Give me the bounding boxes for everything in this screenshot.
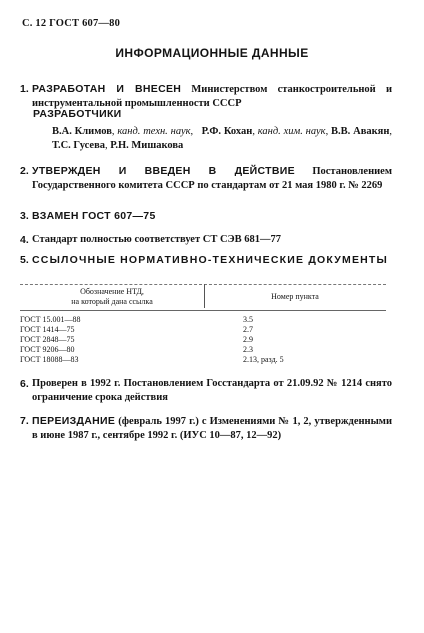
item-number: 5. — [20, 254, 29, 266]
item-lead: ПЕРЕИЗДАНИЕ — [32, 415, 116, 427]
item-text: Проверен в 1992 г. Постановлением Госстандарта от 21.09.92 № 1214 снято ограничение срока действия — [32, 378, 392, 403]
item-text: Министерством станкостроительной и инструментальной промышленности СССР — [32, 84, 392, 109]
table-row — [20, 345, 386, 355]
table-header-doc — [20, 287, 204, 306]
row-doc: ГОСТ 15.001—88 — [20, 315, 81, 324]
table-row — [20, 325, 386, 335]
table-top-rule — [20, 284, 386, 285]
item-7 — [20, 414, 392, 443]
item-text: ВЗАМЕН ГОСТ 607—75 — [32, 210, 156, 222]
item-text: (февраль 1997 г.) с Изменениями № 1, 2, утвержденными в июне 1987 г., сентябре 1992 г. (ИУС 10—87, 12—92) — [32, 416, 393, 441]
developer-degree: канд. хим. наук — [257, 126, 326, 137]
item-1 — [20, 82, 392, 111]
item-text: Постановлением Государственного комитета СССР по стандартам от 21 мая 1980 г. № 2269 — [32, 166, 392, 191]
item-2 — [20, 164, 392, 193]
item-number: 2. — [20, 165, 29, 177]
item-5 — [20, 253, 392, 268]
developer-name: В.А. Климов — [52, 126, 112, 137]
developers-heading: РАЗРАБОТЧИКИ — [33, 108, 122, 120]
item-text: Стандарт полностью соответствует СТ СЭВ 681—77 — [32, 234, 282, 245]
developer-name: В.В. Авакян — [331, 126, 390, 137]
item-number: 3. — [20, 210, 29, 222]
row-item: 2.7 — [243, 325, 253, 334]
row-item: 2.13, разд. 5 — [243, 355, 284, 364]
developer-name: Т.С. Гусева — [52, 140, 105, 151]
item-number: 6. — [20, 378, 29, 390]
item-lead: УТВЕРЖДЕН И ВВЕДЕН В ДЕЙСТВИЕ — [32, 165, 295, 177]
row-doc: ГОСТ 18088—83 — [20, 355, 79, 364]
page-header: С. 12 ГОСТ 607—80 — [22, 18, 121, 29]
item-number: 1. — [20, 83, 29, 95]
developer-name: Р.Н. Мишакова — [110, 140, 184, 151]
item-number: 4. — [20, 234, 29, 246]
row-item: 3.5 — [243, 315, 253, 324]
table-header-rule — [20, 310, 386, 311]
header-line: Обозначение НТД, — [80, 287, 144, 296]
row-doc: ГОСТ 1414—75 — [20, 325, 75, 334]
item-4 — [20, 233, 392, 247]
row-doc: ГОСТ 9206—80 — [20, 345, 75, 354]
table-row — [20, 335, 386, 345]
item-lead: РАЗРАБОТАН И ВНЕСЕН — [32, 83, 182, 95]
developer-name: Р.Ф. Кохан — [201, 126, 253, 137]
developers-list: В.А. Климов, канд. техн. наук, Р.Ф. Кохан, канд. хим. наук, В.В. Авакян, Т.С. Гусева, Р.Н. Мишакова — [52, 126, 393, 151]
item-text: ССЫЛОЧНЫЕ НОРМАТИВНО-ТЕХНИЧЕСКИЕ ДОКУМЕНТЫ — [32, 254, 389, 266]
item-6 — [20, 377, 392, 405]
row-doc: ГОСТ 2848—75 — [20, 335, 75, 344]
table-row — [20, 355, 386, 365]
developer-degree: канд. техн. наук — [117, 126, 191, 137]
section-title: ИНФОРМАЦИОННЫЕ ДАННЫЕ — [115, 46, 309, 60]
row-item: 2.3 — [243, 345, 253, 354]
header-line: на который дана ссылка — [71, 296, 153, 306]
item-3 — [20, 209, 392, 224]
table-header-item: Номер пункта — [271, 292, 319, 301]
row-item: 2.9 — [243, 335, 253, 344]
item-number: 7. — [20, 415, 29, 427]
table-row — [20, 315, 386, 325]
